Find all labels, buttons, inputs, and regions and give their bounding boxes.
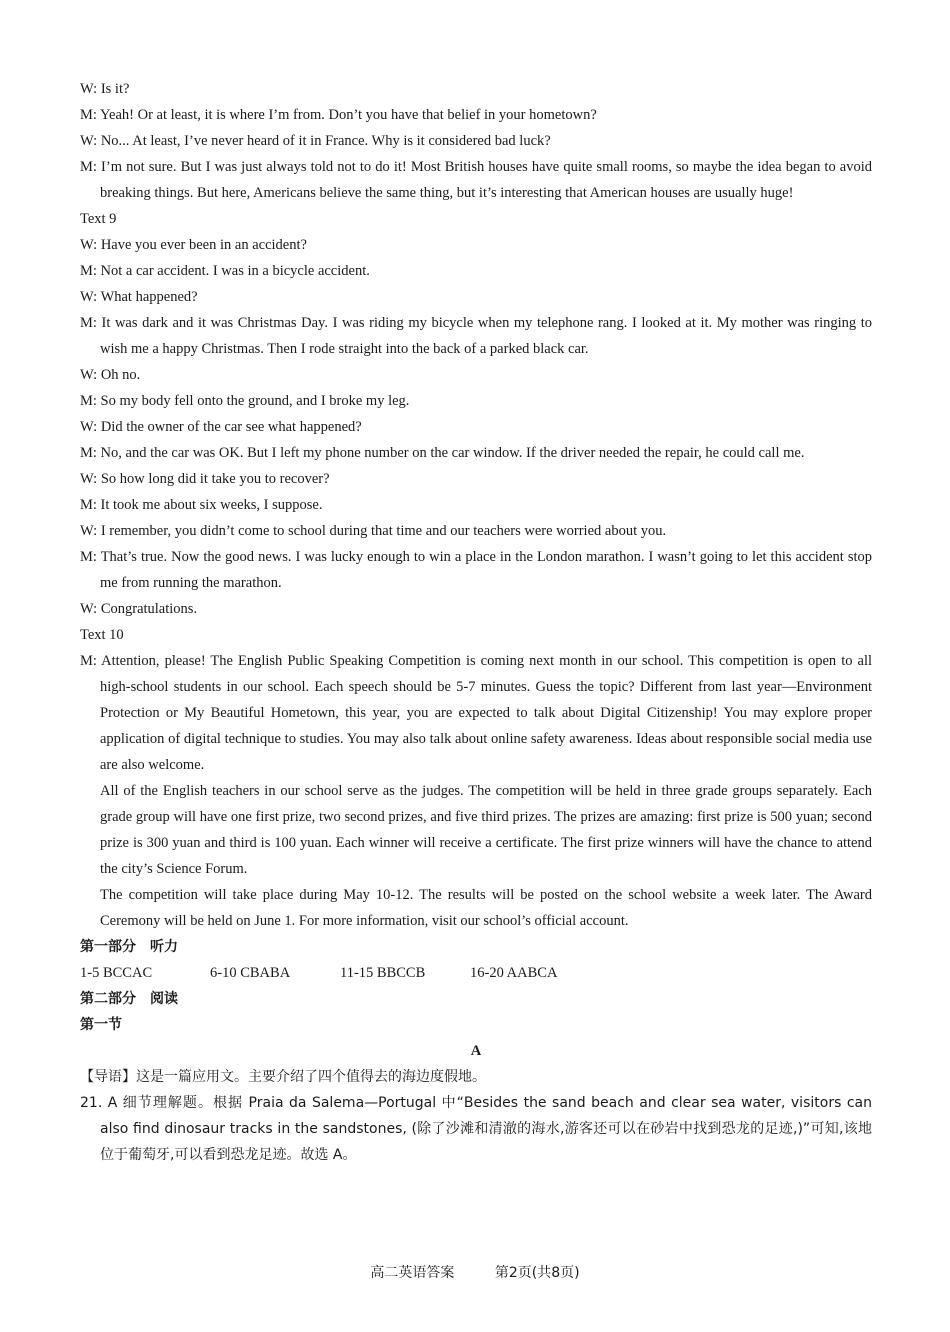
answer-group: 11-15 BBCCB (340, 965, 426, 981)
speaker-label: M: (80, 653, 97, 669)
dialogue-line (80, 492, 872, 518)
dialogue-line (80, 102, 872, 128)
answer-group: 6-10 CBABA (210, 965, 291, 981)
answer-group: 16-20 AABCA (470, 965, 558, 981)
dialogue-text: No... At least, I’ve never heard of it in France. Why is it considered bad luck? (100, 133, 551, 149)
passage-letter: A (470, 1043, 482, 1059)
monologue-paragraph (80, 648, 872, 778)
monologue-text: Attention, please! The English Public Speaking Competition is coming next month in our school. This competition is open to all high-school students in our school. Each speech should be 5-7 minutes. Guess the topic? Different from last year—Environment Protection or My Beautiful Hometown, this year, you are expected to talk about Digital Citizenship! You may explore proper application of digital technique to studies. You may also talk about online safety awareness. Ideas about responsible social media use are also welcome. (100, 653, 872, 773)
dialogue-line (80, 466, 872, 492)
dialogue-text: Oh no. (100, 367, 141, 383)
speaker-label: W: (80, 237, 98, 253)
dialogue-text: What happened? (100, 289, 198, 305)
dialogue-line (80, 440, 872, 466)
document-body (80, 76, 872, 1168)
speaker-label: M: (80, 549, 97, 565)
dialogue-line (80, 414, 872, 440)
dialogue-text: Did the owner of the car see what happened? (100, 419, 362, 435)
speaker-label: W: (80, 133, 98, 149)
speaker-label: W: (80, 601, 98, 617)
dialogue-line (80, 596, 872, 622)
dialogue-text: I’m not sure. But I was just always told not to do it! Most British houses have quite small rooms, so maybe the idea began to avoid breaking things. But here, Americans believe the same thing, but it’s interesting that American houses are usually huge! (100, 159, 873, 201)
dialogue-line (80, 258, 872, 284)
part-1-heading: 第一部分 听力 (80, 939, 178, 955)
speaker-label: M: (80, 315, 97, 331)
text-10-title: Text 10 (80, 627, 124, 643)
dialogue-text: Yeah! Or at least, it is where I’m from. Don’t you have that belief in your hometown? (100, 107, 597, 123)
dialogue-text: So how long did it take you to recover? (100, 471, 330, 487)
page-footer (0, 1262, 950, 1282)
dialogue-line (80, 128, 872, 154)
dialogue-line (80, 154, 872, 206)
dialogue-line (80, 284, 872, 310)
part-2-heading: 第二部分 阅读 (80, 991, 178, 1007)
dialogue-line (80, 388, 872, 414)
footer-title: 高二英语答案 (370, 1265, 455, 1281)
dialogue-text: I remember, you didn’t come to school during that time and our teachers were worried about you. (100, 523, 667, 539)
speaker-label: W: (80, 419, 98, 435)
dialogue-text: That’s true. Now the good news. I was lucky enough to win a place in the London marathon. I wasn’t going to let this accident stop me from running the marathon. (100, 549, 872, 591)
guide-text: 【导语】这是一篇应用文。主要介绍了四个值得去的海边度假地。 (80, 1069, 486, 1085)
section-1-heading: 第一节 (80, 1017, 122, 1033)
page-number: 第2页(共8页) (494, 1265, 580, 1281)
dialogue-line (80, 518, 872, 544)
speaker-label: W: (80, 289, 98, 305)
speaker-label: M: (80, 159, 97, 175)
speaker-label: M: (80, 445, 97, 461)
answer-group: 1-5 BCCAC (80, 965, 153, 981)
dialogue-line (80, 544, 872, 596)
dialogue-text: Is it? (100, 81, 130, 97)
monologue-paragraph: The competition will take place during May 10-12. The results will be posted on the school website a week later. The Award Ceremony will be held on June 1. For more information, visit our school’s official account. (100, 887, 872, 929)
dialogue-text: So my body fell onto the ground, and I broke my leg. (100, 393, 410, 409)
speaker-label: W: (80, 523, 98, 539)
monologue-paragraph: All of the English teachers in our school serve as the judges. The competition will be held in three grade groups separately. Each grade group will have one first prize, two second prizes, and five third prizes. The prizes are amazing: first prize is 500 yuan; second prize is 300 yuan and third is 100 yuan. Each winner will receive a certificate. The first prize winners will have the chance to attend the city’s Science Forum. (100, 783, 872, 877)
dialogue-text: Have you ever been in an accident? (100, 237, 307, 253)
dialogue-line (80, 76, 872, 102)
dialogue-text: No, and the car was OK. But I left my phone number on the car window. If the driver needed the repair, he could call me. (100, 445, 805, 461)
speaker-label: W: (80, 471, 98, 487)
dialogue-line (80, 232, 872, 258)
dialogue-line (80, 310, 872, 362)
dialogue-text: Not a car accident. I was in a bicycle accident. (100, 263, 370, 279)
dialogue-line (80, 362, 872, 388)
speaker-label: W: (80, 81, 98, 97)
text-9-title: Text 9 (80, 211, 117, 227)
answer-key-row (80, 960, 872, 986)
dialogue-text: It took me about six weeks, I suppose. (100, 497, 323, 513)
question-21-explanation: 21. A 细节理解题。根据 Praia da Salema—Portugal 中“Besides the sand beach and clear sea water, visitors can also find dinosaur tracks in the sandstones, (除了沙滩和清澈的海水,游客还可以在砂岩中找到恐龙的足迹,)”可知,该地位于葡萄牙,可以看到恐龙足迹。故选 A。 (80, 1095, 872, 1163)
dialogue-text: Congratulations. (100, 601, 198, 617)
speaker-label: M: (80, 497, 97, 513)
speaker-label: M: (80, 393, 97, 409)
speaker-label: W: (80, 367, 98, 383)
dialogue-text: It was dark and it was Christmas Day. I was riding my bicycle when my telephone rang. I looked at it. My mother was ringing to wish me a happy Christmas. Then I rode straight into the back of a parked black car. (100, 315, 873, 357)
speaker-label: M: (80, 263, 97, 279)
speaker-label: M: (80, 107, 97, 123)
